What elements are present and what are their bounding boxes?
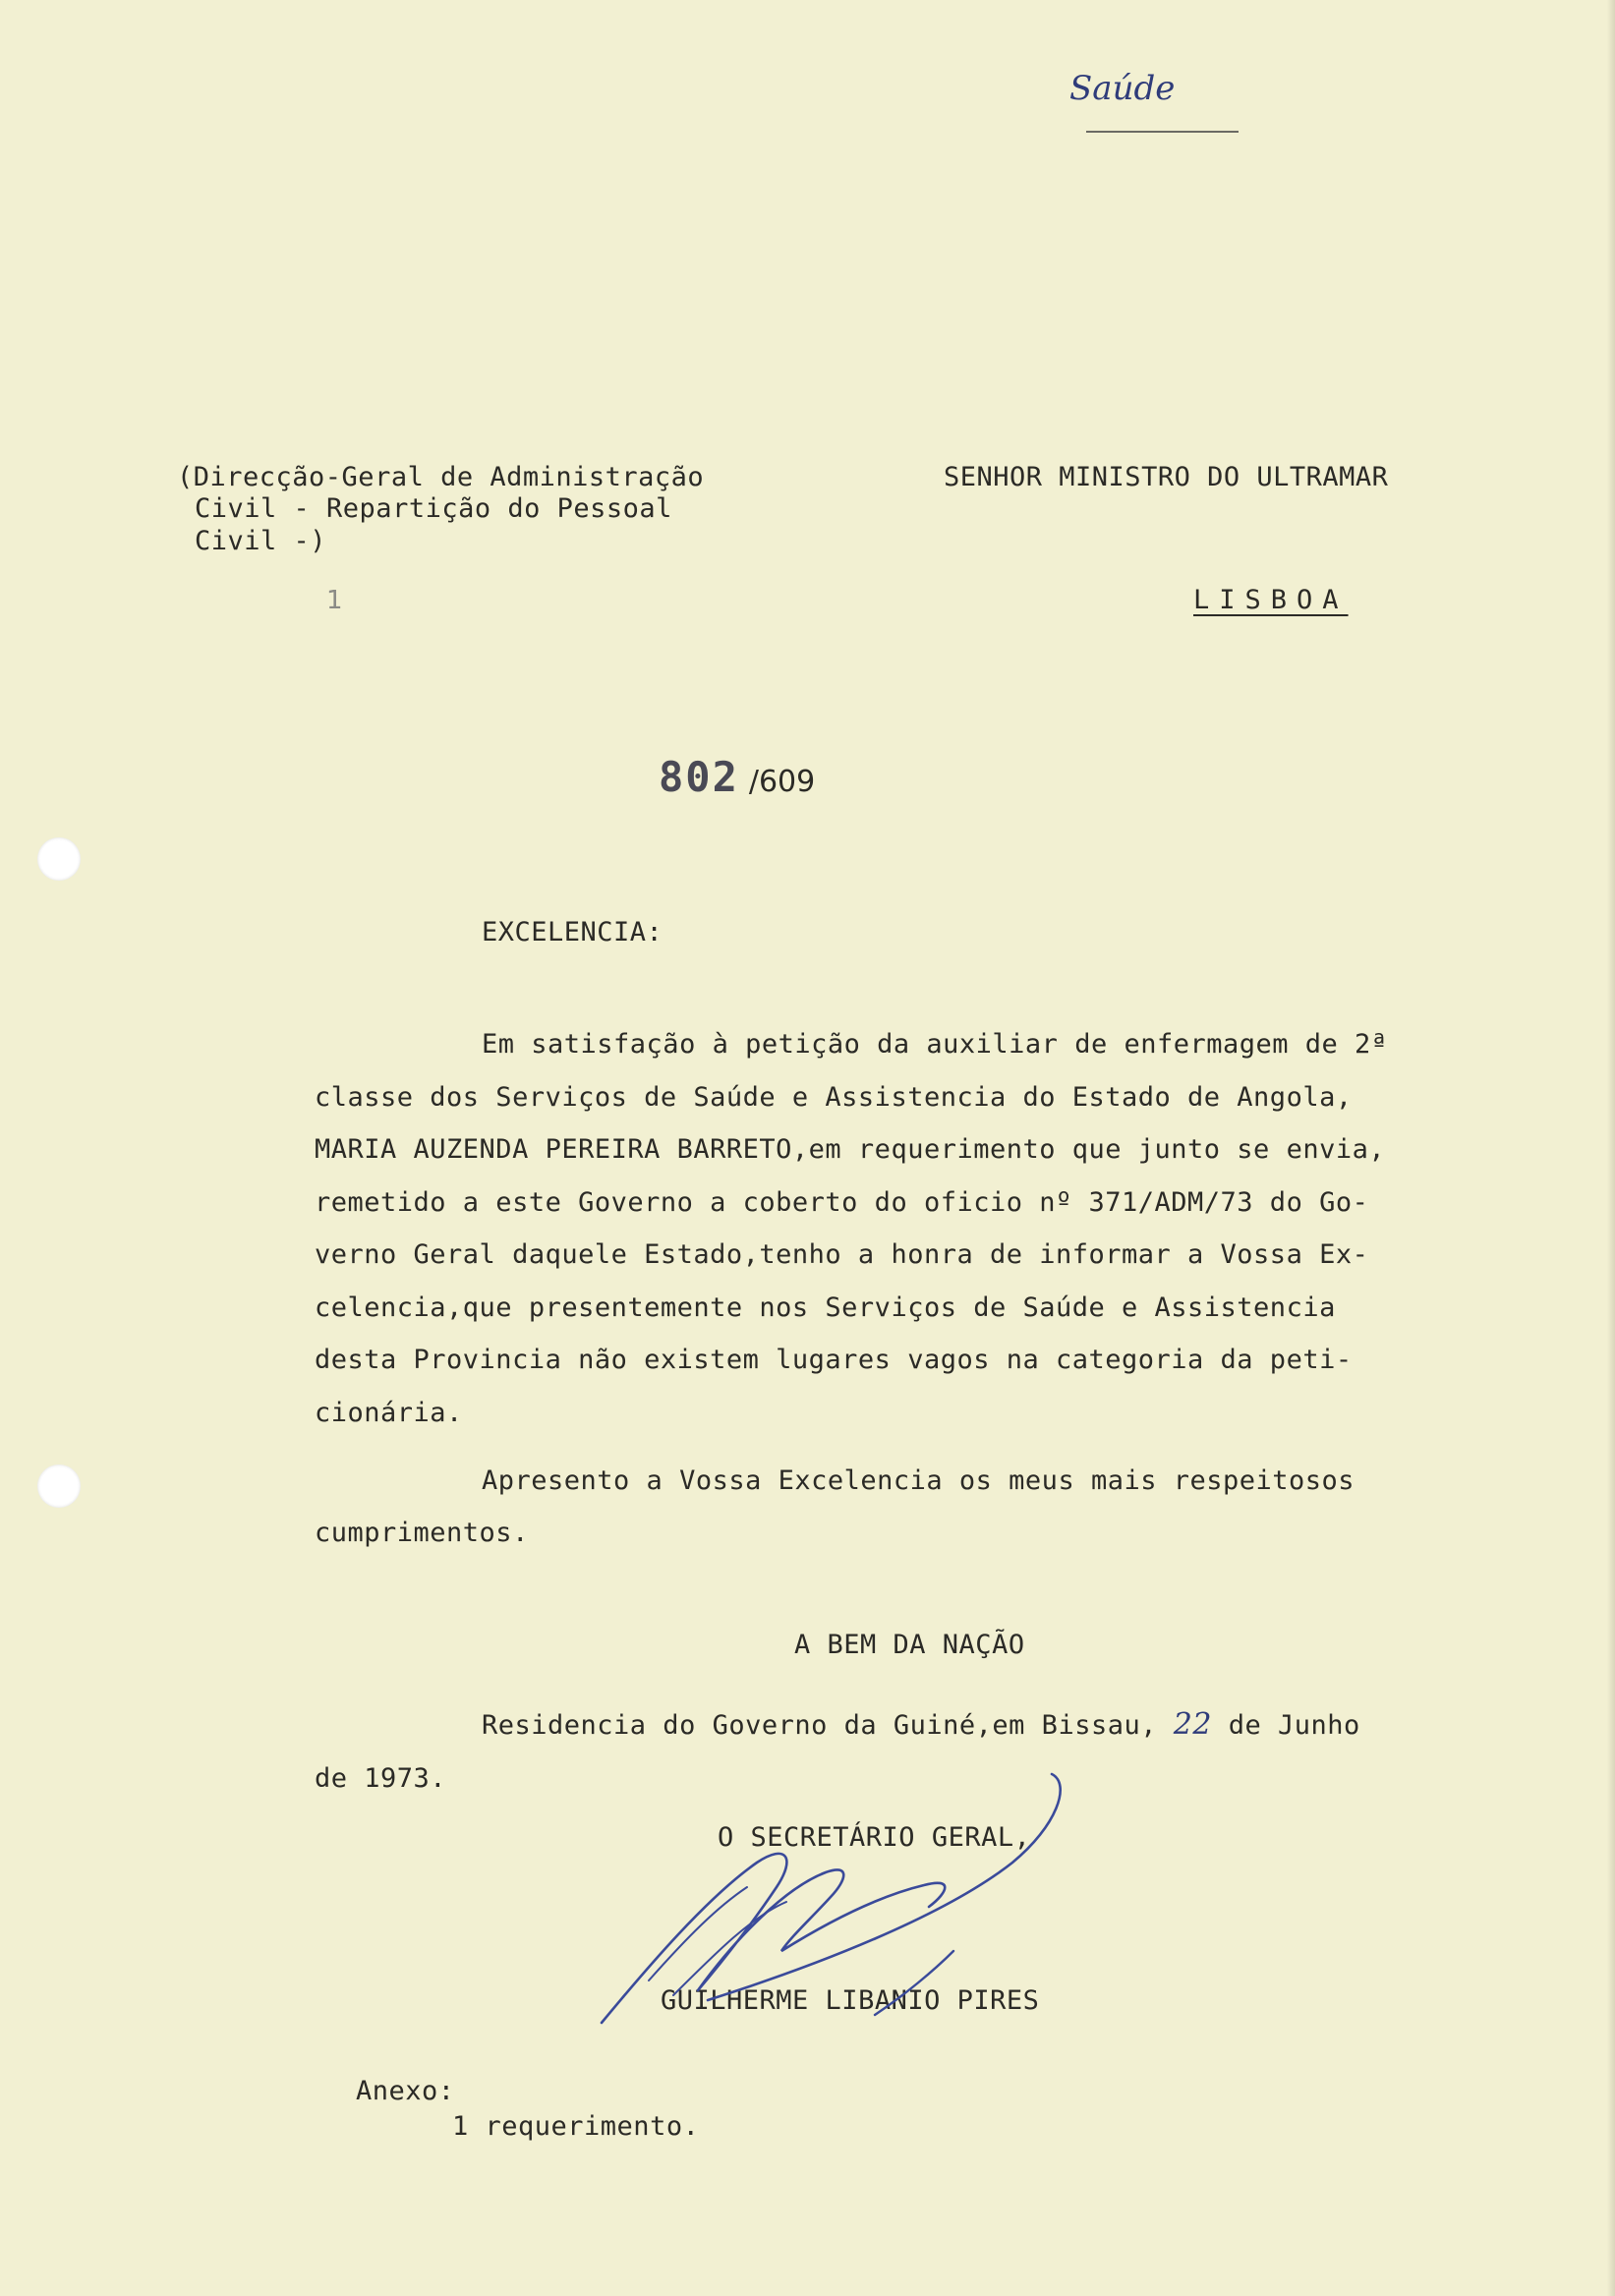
department-block (177, 462, 865, 557)
reference-suffix: /609 (748, 765, 816, 799)
reference-number (659, 753, 815, 801)
body-line: Em satisfação à petição da auxiliar de enfermagem de 2ª (482, 1029, 1388, 1060)
department-line: Civil -) (195, 525, 327, 556)
pencil-mark: 1 (326, 586, 343, 615)
motto: A BEM DA NAÇÃO (794, 1630, 1025, 1660)
signer-name: GUILHERME LIBANIO PIRES (661, 1985, 1040, 2016)
salutation: EXCELENCIA: (482, 917, 663, 947)
department-line: Civil - Repartição do Pessoal (195, 493, 672, 525)
body-line: celencia,que presentemente nos Serviços de Saúde e Assistencia (315, 1292, 1336, 1323)
stamped-number: 802 (659, 753, 739, 801)
date-prefix: Residencia do Governo da Guiné,em Bissau, (482, 1710, 1157, 1741)
punch-hole (37, 837, 81, 881)
addressee-city: LISBOA (1193, 585, 1349, 615)
handwritten-note: Saúde (1069, 69, 1176, 108)
department-line: (Direcção-Geral de Administração (177, 462, 705, 492)
body-line: desta Provincia não existem lugares vagos na categoria da peti- (315, 1345, 1353, 1375)
letter-body (315, 1018, 1553, 1439)
handwritten-underline (1086, 131, 1239, 133)
closing-line: Apresento a Vossa Excelencia os meus mais respeitosos (482, 1465, 1355, 1496)
body-line: cionária. (315, 1397, 463, 1428)
page-edge (1607, 0, 1615, 2296)
handwritten-signature (590, 1769, 1219, 2044)
signature-title: O SECRETÁRIO GERAL, (718, 1822, 1031, 1853)
addressee: SENHOR MINISTRO DO ULTRAMAR (944, 462, 1389, 492)
punch-hole (37, 1464, 81, 1508)
closing-paragraph (315, 1455, 1553, 1559)
handwritten-day: 22 (1173, 1707, 1212, 1742)
body-line: MARIA AUZENDA PEREIRA BARRETO,em requerimento que junto se envia, (315, 1134, 1386, 1165)
body-line: classe dos Serviços de Saúde e Assistencia do Estado de Angola, (315, 1081, 1353, 1113)
body-line: verno Geral daquele Estado,tenho a honra de informar a Vossa Ex- (315, 1239, 1369, 1270)
closing-line: cumprimentos. (315, 1518, 529, 1548)
body-line: remetido a este Governo a coberto do oficio nº 371/ADM/73 do Go- (315, 1186, 1369, 1218)
date-line-1 (315, 1698, 1553, 1752)
date-line-2: de 1973. (315, 1763, 447, 1794)
annex-item: 1 requerimento. (452, 2111, 700, 2142)
date-suffix: de Junho (1228, 1710, 1360, 1741)
annex-label: Anexo: (356, 2076, 455, 2106)
